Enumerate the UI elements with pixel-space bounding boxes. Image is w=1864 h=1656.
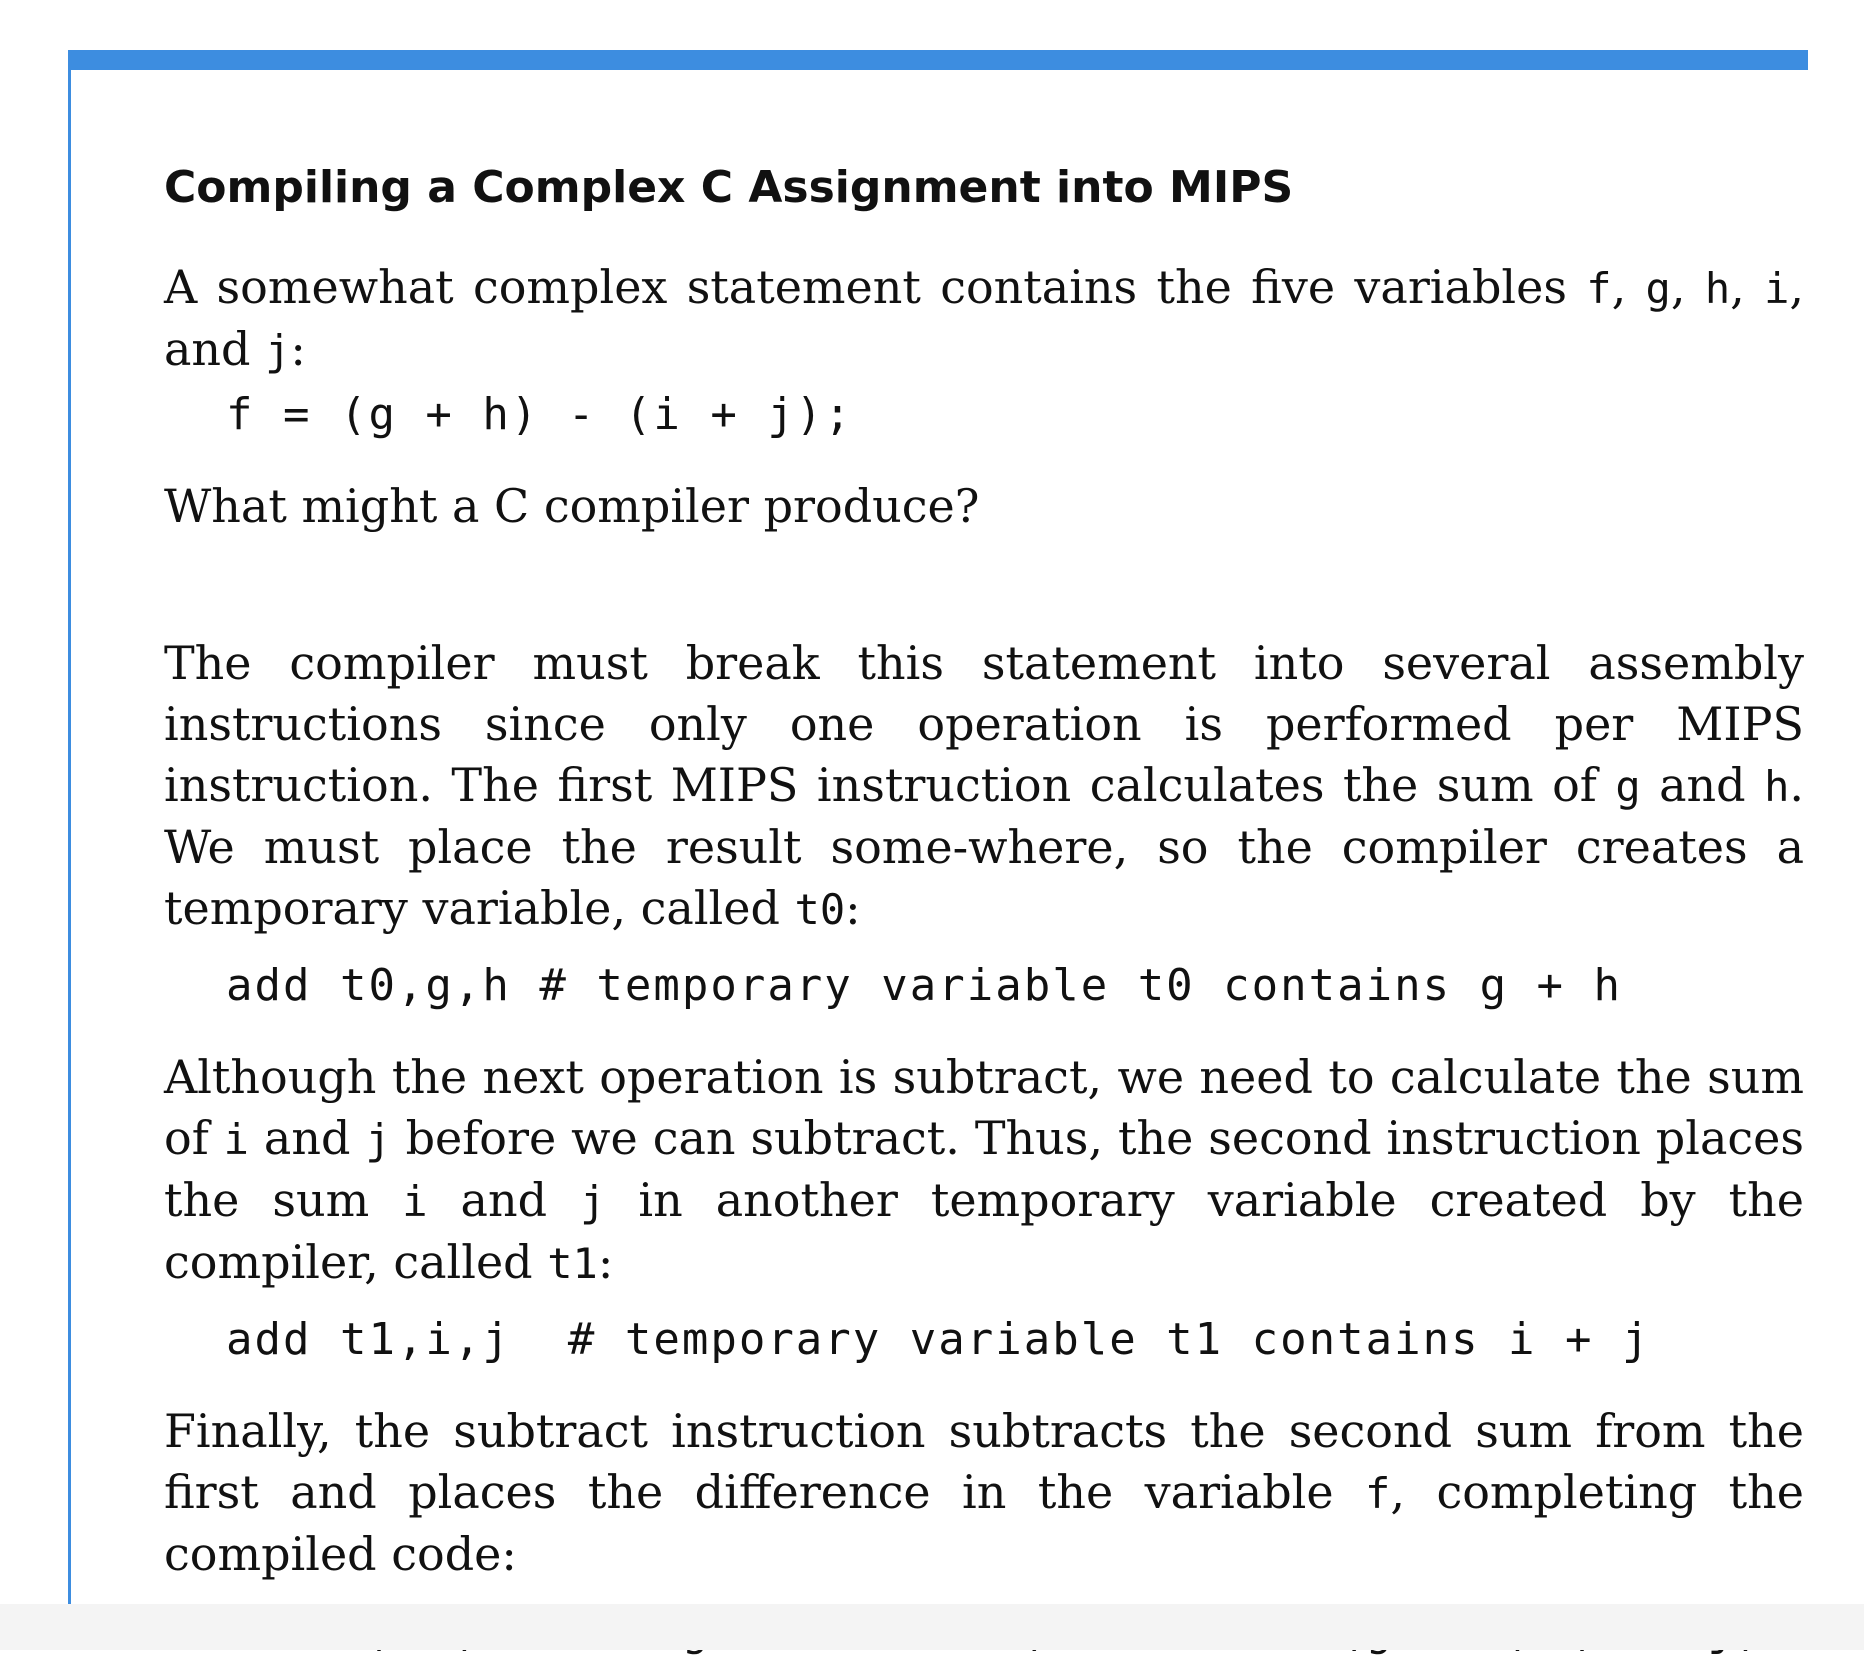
var-f: f (1586, 264, 1612, 313)
explanation-paragraph-3 (164, 1401, 1804, 1585)
explanation-paragraph-2 (164, 1047, 1804, 1294)
var-i: i (1764, 264, 1790, 313)
var-f: f (1365, 1469, 1391, 1518)
var-j: j (580, 1177, 606, 1226)
para1-end: : (845, 881, 861, 935)
para2-end: : (597, 1235, 614, 1289)
mips-add-t0-code: add t0,g,h # temporary variable t0 contains g + h (226, 960, 1623, 1011)
intro-sep: , and (164, 260, 1804, 376)
para1-text: . We must place the result some-where, so the compiler creates a temporary variable, called (164, 758, 1804, 935)
var-j: j (265, 326, 291, 375)
para2-text: before we can subtract. Thus, the second instruction places the sum (164, 1111, 1804, 1227)
var-t0: t0 (794, 885, 846, 934)
para1-text: and (1640, 758, 1765, 812)
para2-text: in another temporary variable created by the compiler, called (164, 1173, 1805, 1289)
var-i: i (223, 1115, 249, 1164)
intro-sep: , (1611, 260, 1646, 314)
var-g: g (1645, 264, 1671, 313)
var-h: h (1764, 762, 1790, 811)
var-j: j (365, 1115, 391, 1164)
var-h: h (1704, 264, 1731, 313)
para1-text: The compiler must break this statement into several assembly instructions since only one operation is performed per MIPS instruction. The first MIPS instruction calculates the sum of (164, 636, 1804, 812)
page-bottom-margin (0, 1604, 1864, 1650)
intro-text: A somewhat complex statement contains the five variables (164, 260, 1587, 314)
var-i: i (402, 1177, 428, 1226)
example-title: Compiling a Complex C Assignment into MIPS (164, 162, 1294, 213)
mips-add-t1-code: add t1,i,j # temporary variable t1 contains i + j (226, 1314, 1651, 1365)
para2-text: and (427, 1173, 581, 1227)
intro-end: : (290, 322, 306, 376)
example-content (164, 150, 1804, 1656)
question-paragraph: What might a C compiler produce? (164, 479, 980, 533)
para2-text: Although the next operation is subtract, we need to calculate the sum of (164, 1050, 1804, 1165)
para3-text: , completing the compiled code: (164, 1465, 1804, 1581)
explanation-paragraph-1 (164, 633, 1804, 940)
var-g: g (1615, 762, 1641, 811)
intro-sep: , (1670, 260, 1705, 314)
intro-paragraph (164, 257, 1804, 381)
var-t1: t1 (547, 1239, 598, 1288)
intro-sep: , (1730, 260, 1765, 314)
c-statement-code: f = (g + h) - (i + j); (226, 389, 853, 440)
para3-text: Finally, the subtract instruction subtracts the second sum from the first and places the difference in the variable (164, 1404, 1804, 1519)
para2-text: and (248, 1111, 366, 1165)
